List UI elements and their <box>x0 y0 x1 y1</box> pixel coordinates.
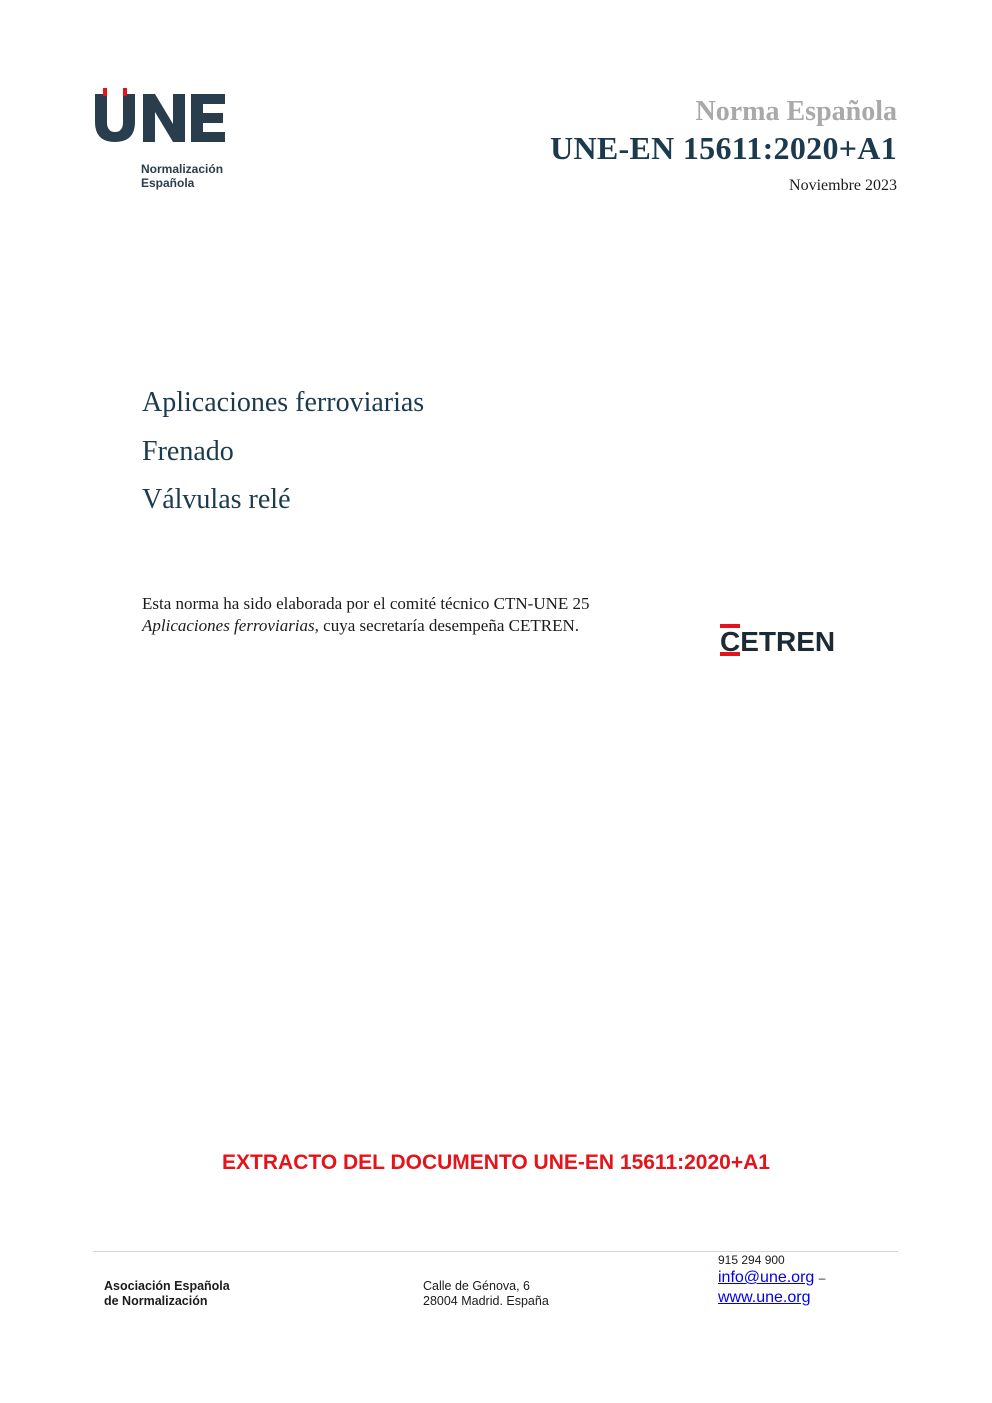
footer-phone: 915 294 900 <box>718 1253 785 1267</box>
cetren-logo <box>720 624 865 663</box>
une-logo-mark <box>93 88 228 144</box>
footer-address-line-2: 28004 Madrid. España <box>423 1294 549 1308</box>
cetren-logo-text: CETREN <box>720 626 836 657</box>
logo-subtitle-line-1: Normalización <box>141 162 224 176</box>
committee-title: Aplicaciones ferroviarias <box>142 616 315 635</box>
extract-notice: EXTRACTO DEL DOCUMENTO UNE-EN 15611:2020+A1 <box>222 1151 770 1174</box>
email-link[interactable]: info@une.org <box>718 1269 815 1286</box>
title-line-3: Válvulas relé <box>142 484 291 515</box>
footer-divider <box>93 1251 898 1252</box>
publication-date: Noviembre 2023 <box>789 177 897 194</box>
une-logo-subtitle <box>141 162 223 190</box>
cetren-logo-mark <box>720 624 865 658</box>
title-line-2: Frenado <box>142 436 234 467</box>
document-kind: Norma Española <box>695 96 897 127</box>
website-link[interactable]: www.une.org <box>718 1289 811 1306</box>
footer-organization-line-1: Asociación Española <box>104 1279 230 1293</box>
footer-organization-line-2: de Normalización <box>104 1294 208 1308</box>
footer-contact <box>718 1253 825 1308</box>
footer-address <box>423 1279 549 1309</box>
document-code: UNE-EN 15611:2020+A1 <box>550 130 897 166</box>
footer-organization <box>104 1279 230 1309</box>
footer-address-line-1: Calle de Génova, 6 <box>423 1279 531 1293</box>
committee-statement <box>142 593 642 637</box>
committee-text-before: Esta norma ha sido elaborada por el comité técnico CTN-UNE 25 <box>142 594 590 613</box>
logo-subtitle-line-2: Española <box>141 176 195 190</box>
title-line-1: Aplicaciones ferroviarias <box>142 387 425 418</box>
une-logo <box>93 88 233 144</box>
committee-text-after: , cuya secretaría desempeña CETREN. <box>314 616 579 635</box>
footer-separator: – <box>818 1271 826 1285</box>
